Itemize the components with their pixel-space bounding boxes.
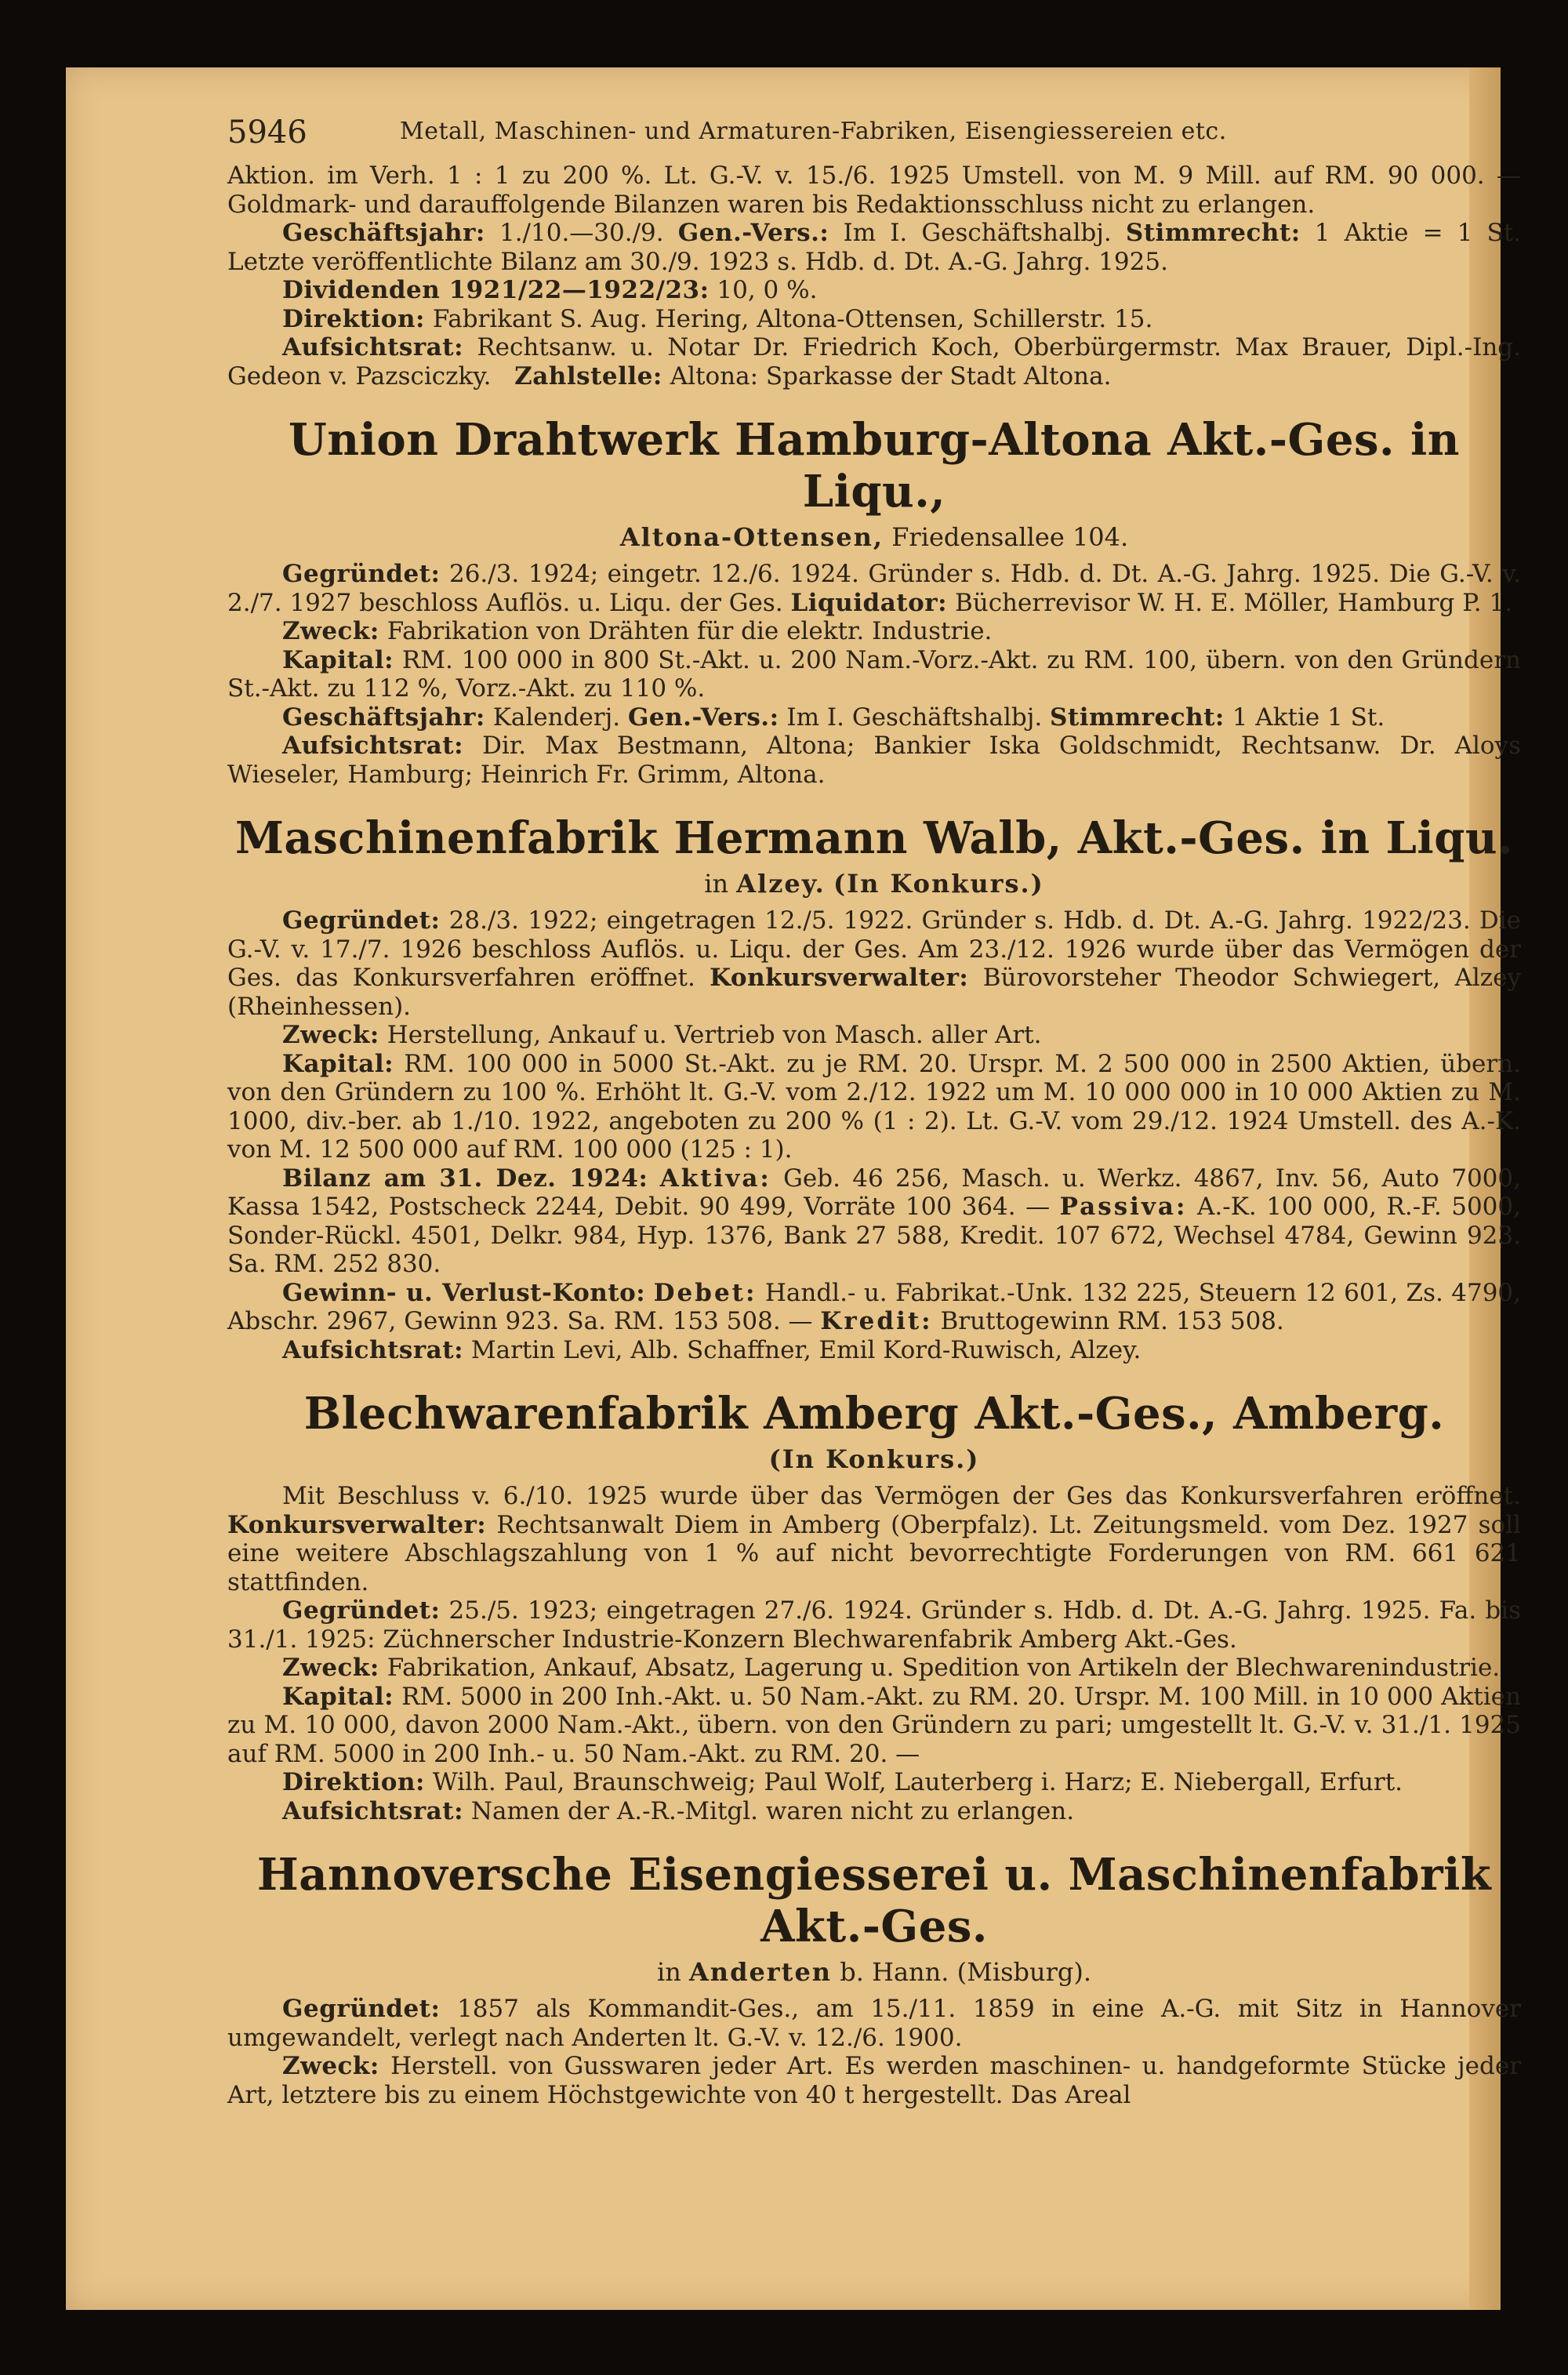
- page-number: 5946: [227, 114, 307, 151]
- book-page: [66, 67, 1522, 2310]
- company-location: in Anderten b. Hann. (Misburg).: [656, 1957, 1092, 1987]
- continuation-text: Aktion. im Verh. 1 : 1 zu 200 %. Lt. G.-V. v. 15./6. 1925 Umstell. von M. 9 Mill. auf RM. 90 000. — Goldmark- und darauffolgende Bilanzen waren bis Redaktionsschluss nicht zu erlangen.: [227, 162, 1521, 219]
- company-status: (In Konkurs.): [768, 1444, 980, 1474]
- entry-balance-sheet: Bilanz am 31. Dez. 1924: Aktiva: Geb. 46 256, Masch. u. Werkz. 4867, Inv. 56, Auto 7000, Kassa 1542, Postscheck 2244, Debit. 90 499, Vorräte 100 364. — Passiva: A.-K. 100 000, R.-F. 5000, Sonder-Rückl. 4501, Delkr. 984, Hyp. 1376, Bank 27 588, Kredit. 107 672, Wechsel 4784, Gewinn 923. Sa. RM. 252 830.: [227, 1164, 1521, 1278]
- continuation-business-year: Geschäftsjahr: 1./10.—30./9. Gen.-Vers.: Im I. Geschäftshalbj. Stimmrecht: 1 Aktie = 1 St. Letzte veröffentlichte Bilanz am 30./9. 1923 s. Hdb. d. Dt. A.-G. Jahrg. 1925.: [227, 219, 1522, 276]
- page-content: [227, 114, 1521, 2109]
- entry-profit-loss: Gewinn- u. Verlust-Konto: Debet: Handl.- u. Fabrikat.-Unk. 132 225, Steuern 12 601, Zs. 4790, Abschr. 2967, Gewinn 923. Sa. RM. 153 508. — Kredit: Bruttogewinn RM. 153 508.: [227, 1278, 1521, 1335]
- entry-supervisory-board: Aufsichtsrat: Dir. Max Bestmann, Altona; Bankier Iska Goldschmidt, Rechtsanw. Dr. Aloys Wieseler, Hamburg; Heinrich Fr. Grimm, Altona.: [227, 732, 1521, 789]
- company-location: in Alzey. (In Konkurs.): [704, 869, 1044, 899]
- entry-supervisory-board: Aufsichtsrat: Martin Levi, Alb. Schaffner, Emil Kord-Ruwisch, Alzey.: [282, 1335, 1142, 1364]
- entry-capital: Kapital: RM. 100 000 in 800 St.-Akt. u. 200 Nam.-Vorz.-Akt. zu RM. 100, übern. von den Gründern St.-Akt. zu 112 %, Vorz.-Akt. zu 110 %.: [227, 645, 1521, 703]
- entry-founded: Gegründet: 26./3. 1924; eingetr. 12./6. 1924. Gründer s. Hdb. d. Dt. A.-G. Jahrg. 1925. Die G.-V. v. 2./7. 1927 beschloss Auflös. u. Liqu. der Ges. Liquidator: Bücherrevisor W. H. E. Möller, Hamburg P. 1.: [227, 560, 1521, 617]
- entry-purpose: Zweck: Fabrikation, Ankauf, Absatz, Lagerung u. Spedition von Artikeln der Blechwarenindustrie.: [282, 1654, 1501, 1682]
- continuation-dividends: Dividenden 1921/22—1922/23: 10, 0 %.: [282, 276, 818, 304]
- entry-intro: Mit Beschluss v. 6./10. 1925 wurde über das Vermögen der Ges das Konkursverfahren eröffnet. Konkursverwalter: Rechtsanwalt Diem in Amberg (Oberpfalz). Lt. Zeitungsmeld. vom Dez. 1927 soll eine weitere Abschlagszahlung von 1 % auf nicht bevorrechtigte Forderungen von RM. 661 621 stattfinden.: [227, 1482, 1521, 1596]
- entry-purpose: Zweck: Fabrikation von Drähten für die elektr. Industrie.: [282, 617, 993, 645]
- entry-business-year: Geschäftsjahr: Kalenderj. Gen.-Vers.: Im I. Geschäftshalbj. Stimmrecht: 1 Aktie 1 St.: [282, 703, 1385, 732]
- continuation-aufsichtsrat: Aufsichtsrat: Rechtsanw. u. Notar Dr. Friedrich Koch, Oberbürgermstr. Max Brauer, Dipl.-Ing. Gedeon v. Pazsciczky. Zahlstelle: Altona: Sparkasse der Stadt Altona.: [227, 333, 1521, 390]
- entry-union-drahtwerk: [227, 414, 1521, 789]
- entry-hannoversche-eisengiesserei: [227, 1849, 1521, 2109]
- entry-founded: Gegründet: 28./3. 1922; eingetragen 12./5. 1922. Gründer s. Hdb. d. Dt. A.-G. Jahrg. 1922/23. Die G.-V. v. 17./7. 1926 beschloss Auflös. u. Liqu. der Ges. Am 23./12. 1926 wurde über das Vermögen der Ges. das Konkursverfahren eröffnet. Konkursverwalter: Bürovorsteher Theodor Schwiegert, Alzey (Rheinhessen).: [227, 906, 1522, 1021]
- entry-blechwarenfabrik-amberg: [227, 1388, 1521, 1825]
- company-title: Hannoversche Eisengiesserei u. Maschinenfabrik Akt.-Ges.: [256, 1849, 1492, 1952]
- entry-supervisory-board: Aufsichtsrat: Namen der A.-R.-Mitgl. waren nicht zu erlangen.: [282, 1796, 1075, 1825]
- continuation-direktion: Direktion: Fabrikant S. Aug. Hering, Altona-Ottensen, Schillerstr. 15.: [282, 304, 1153, 333]
- company-title: Union Drahtwerk Hamburg-Altona Akt.-Ges. in Liqu.,: [289, 414, 1460, 517]
- entry-capital: Kapital: RM. 5000 in 200 Inh.-Akt. u. 50 Nam.-Akt. zu RM. 20. Urspr. M. 100 Mill. in 10 000 Aktien zu M. 10 000, davon 2000 Nam.-Akt., übern. von den Gründern zu pari; umgestellt lt. G.-V. v. 31./1. 1925 auf RM. 5000 in 200 Inh.- u. 50 Nam.-Akt. zu RM. 20. —: [227, 1682, 1521, 1768]
- entry-hermann-walb: [227, 812, 1521, 1364]
- entry-founded: Gegründet: 1857 als Kommandit-Ges., am 15./11. 1859 in eine A.-G. mit Sitz in Hannover umgewandelt, verlegt nach Anderten lt. G.-V. v. 12./6. 1900.: [227, 1995, 1521, 2052]
- page-header: [227, 114, 1521, 162]
- entry-purpose: Zweck: Herstellung, Ankauf u. Vertrieb von Masch. aller Art.: [282, 1021, 1042, 1049]
- entry-purpose: Zweck: Herstell. von Gusswaren jeder Art. Es werden maschinen- u. handgeformte Stücke jeder Art, letztere bis zu einem Höchstgewichte von 40 t hergestellt. Das Areal: [227, 2052, 1521, 2109]
- company-title: Blechwarenfabrik Amberg Akt.-Ges., Amberg.: [303, 1388, 1445, 1440]
- company-location: Altona-Ottensen, Friedensallee 104.: [619, 522, 1129, 552]
- entry-founded: Gegründet: 25./5. 1923; eingetragen 27./6. 1924. Gründer s. Hdb. d. Dt. A.-G. Jahrg. 1925. Fa. bis 31./1. 1925: Züchnerscher Industrie-Konzern Blechwarenfabrik Amberg Akt.-Ges.: [227, 1596, 1522, 1654]
- entry-direktion: Direktion: Wilh. Paul, Braunschweig; Paul Wolf, Lauterberg i. Harz; E. Niebergall, Erfurt.: [282, 1768, 1403, 1796]
- entry-capital: Kapital: RM. 100 000 in 5000 St.-Akt. zu je RM. 20. Urspr. M. 2 500 000 in 2500 Aktien, übern. von den Gründern zu 100 %. Erhöht lt. G.-V. vom 2./12. 1922 um M. 10 000 000 in 10 000 Aktien zu M. 1000, div.-ber. ab 1./10. 1922, angeboten zu 200 % (1 : 2). Lt. G.-V. vom 29./12. 1924 Umstell. des A.-K. von M. 12 500 000 auf RM. 100 000 (125 : 1).: [227, 1049, 1521, 1164]
- previous-entry-continuation: [227, 162, 1521, 390]
- company-title: Maschinenfabrik Hermann Walb, Akt.-Ges. in Liqu.: [234, 812, 1514, 864]
- running-head: Metall, Maschinen- und Armaturen-Fabriken, Eisengiessereien etc.: [400, 118, 1227, 145]
